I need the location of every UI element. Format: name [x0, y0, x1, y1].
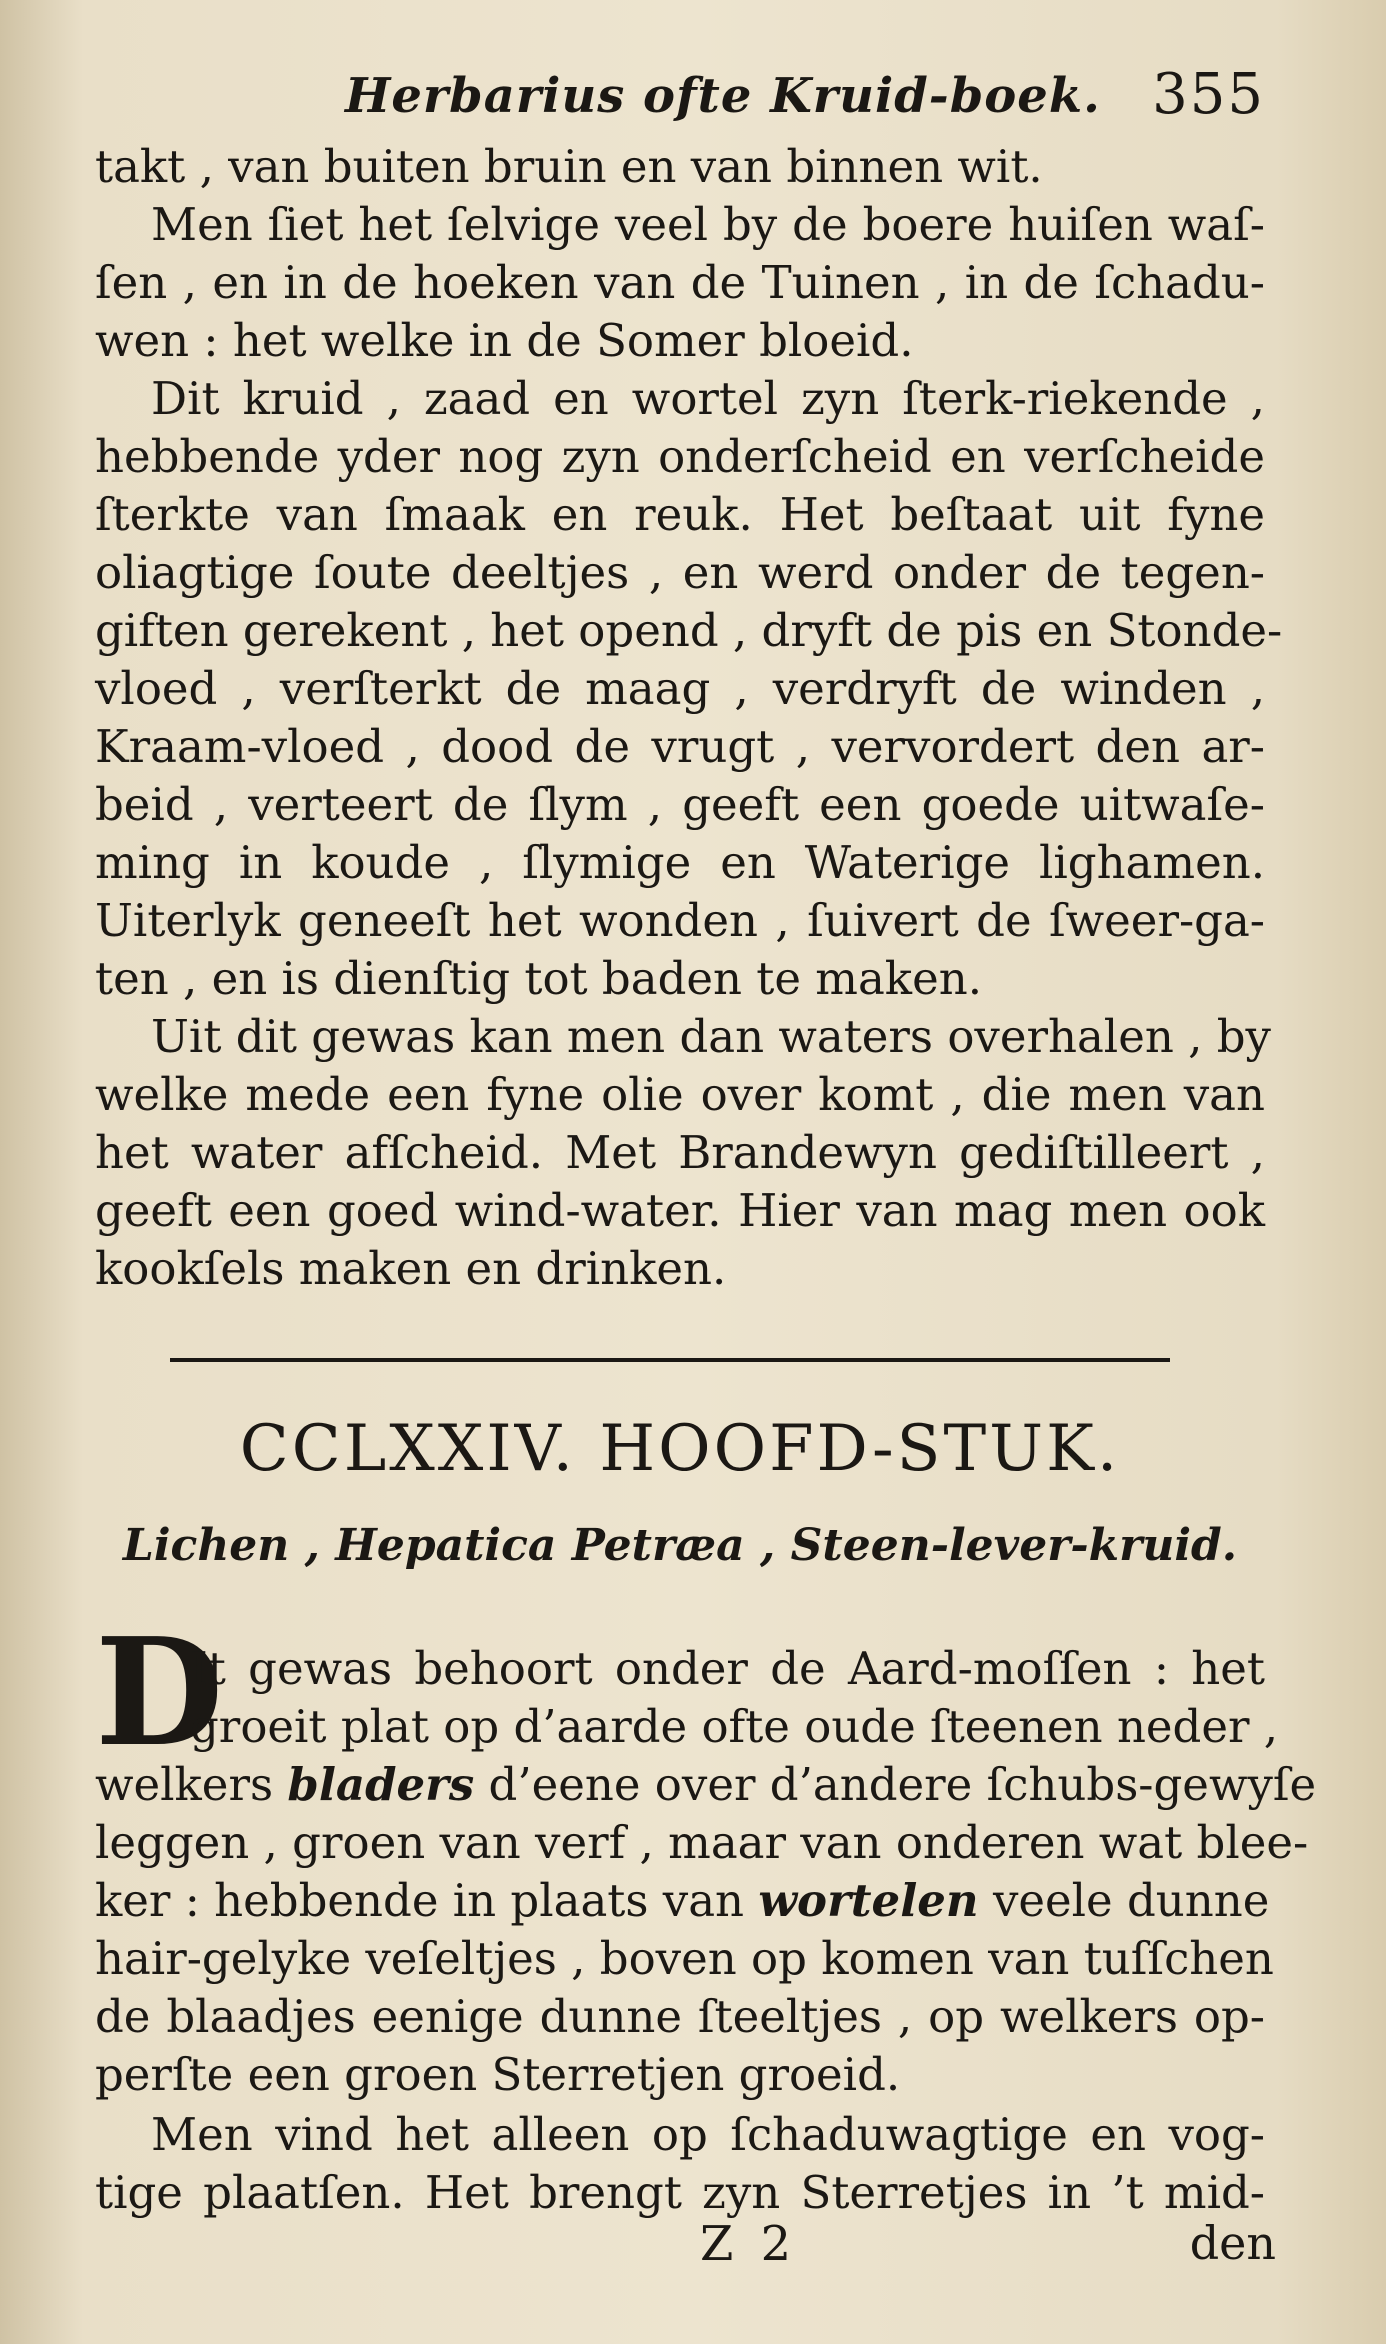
- text-line: wen : het welke in de Somer bloeid.: [95, 314, 914, 367]
- text-line: Men ſiet het ſelvige veel by de boere huiſen waſ-: [151, 198, 1265, 251]
- text-segment: d’eene over d’andere ſchubs-gewyſe: [474, 1758, 1317, 1811]
- drop-cap: D: [95, 1605, 224, 1779]
- location-paragraph: [95, 2106, 1265, 2222]
- running-title: Herbarius ofte Kruid-boek.: [345, 68, 1101, 124]
- waters-paragraph: [95, 1008, 1271, 1298]
- text-line: groeit plat op d’aarde ofte oude ſteenen neder ,: [190, 1700, 1279, 1753]
- text-line: ſen , en in de hoeken van de Tuinen , in de ſchadu-: [95, 256, 1265, 309]
- text-line: Kraam-vloed , dood de vrugt , vervordert den ar-: [95, 720, 1265, 773]
- text-line: [95, 1756, 1317, 1814]
- catchword: den: [1189, 2216, 1276, 2270]
- text-segment: welkers: [95, 1758, 288, 1811]
- text-line: takt , van buiten bruin en van binnen wit.: [95, 140, 1043, 193]
- text-segment: veele dunne: [978, 1874, 1270, 1927]
- chapter-subtitle: Lichen , Hepatica Petræa , Steen-lever-kruid.: [122, 1520, 1238, 1571]
- description-paragraph: [95, 1756, 1317, 2104]
- text-line: geeft een goed wind-water. Hier van mag men ook: [95, 1184, 1265, 1237]
- text-line: het water afſcheid. Met Brandewyn gediſtilleert ,: [95, 1126, 1265, 1179]
- text-line: Dit kruid , zaad en wortel zyn ſterk-riekende ,: [151, 372, 1265, 425]
- signature-mark: Z 2: [700, 2216, 798, 2272]
- text-line: [95, 1872, 1270, 1930]
- text-line: Uit dit gewas kan men dan waters overhalen , by: [151, 1010, 1271, 1063]
- text-segment: ker : hebbende in plaats van: [95, 1874, 759, 1927]
- chapter-heading: CCLXXIV. HOOFD-STUK.: [239, 1412, 1121, 1486]
- emphasis-text: bladers: [287, 1758, 475, 1811]
- text-line: It gewas behoort onder de Aard-moſſen : het: [190, 1642, 1265, 1695]
- growth-paragraph: [95, 196, 1265, 370]
- text-line: perſte een groen Sterretjen groeid.: [95, 2048, 901, 2101]
- text-line: vloed , verſterkt de maag , verdryft de winden ,: [95, 662, 1265, 715]
- text-line: giften gerekent , het opend , dryft de pis en Stonde-: [95, 604, 1283, 657]
- text-line: de blaadjes eenige dunne ſteeltjes , op welkers op-: [95, 1990, 1265, 2043]
- text-line: tige plaatſen. Het brengt zyn Sterretjes in ’t mid-: [95, 2166, 1265, 2219]
- text-line: leggen , groen van verf , maar van onderen wat blee-: [95, 1816, 1309, 1869]
- description-paragraph-opening: [190, 1640, 1279, 1756]
- emphasis-text: wortelen: [758, 1874, 979, 1927]
- text-line: beid , verteert de ſlym , geeft een goede uitwaſe-: [95, 778, 1265, 831]
- section-divider: [170, 1358, 1170, 1362]
- text-line: oliagtige ſoute deeltjes , en werd onder de tegen-: [95, 546, 1265, 599]
- continuation-paragraph: [95, 138, 1265, 196]
- text-line: kookſels maken en drinken.: [95, 1242, 727, 1295]
- text-line: Men vind het alleen op ſchaduwagtige en vog-: [151, 2108, 1265, 2161]
- page-number: 355: [1152, 62, 1265, 127]
- page-header: [95, 62, 1265, 132]
- text-line: welke mede een fyne olie over komt , die men van: [95, 1068, 1265, 1121]
- text-line: ming in koude , ſlymige en Waterige lighamen.: [95, 836, 1265, 889]
- text-line: hebbende yder nog zyn onderſcheid en verſcheide: [95, 430, 1265, 483]
- text-line: ſterkte van ſmaak en reuk. Het beſtaat uit fyne: [95, 488, 1265, 541]
- text-line: ten , en is dienſtig tot baden te maken.: [95, 952, 982, 1005]
- text-line: hair-gelyke veſeltjes , boven op komen van tuſſchen: [95, 1932, 1274, 1985]
- text-line: Uiterlyk geneeſt het wonden , ſuivert de ſweer-ga-: [95, 894, 1265, 947]
- virtues-paragraph: [95, 370, 1283, 1008]
